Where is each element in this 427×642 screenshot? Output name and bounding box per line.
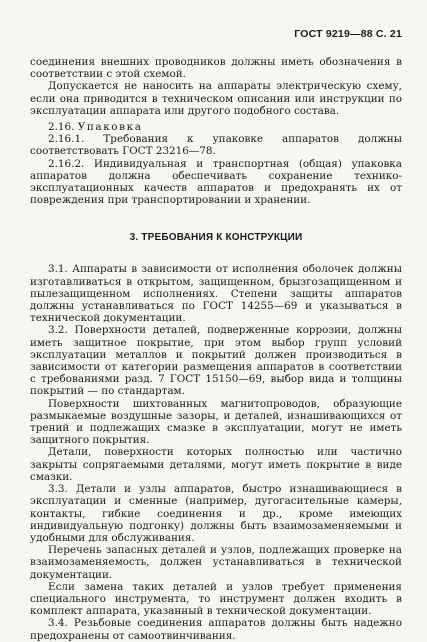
clause-3-4: 3.4. Резьбовые соединения аппаратов должны быть надежно предохранены от самоотвинчивания. xyxy=(30,617,402,642)
page-body xyxy=(30,56,402,642)
clause-2-16-2: 2.16.2. Индивидуальная и транспортная (общая) упаковка аппаратов должна обеспечивать сохранение технико-эксплуатационных качеств аппаратов и предохранять их от повреждения при транспортировании и хранении. xyxy=(30,157,402,207)
clause-3-3: 3.3. Детали и узлы аппаратов, быстро изнашивающиеся в эксплуатации и сменные (например, дугогасительные камеры, контакты, гибкие соединения и др., кроме имеющих индивидуальную подгонку) должны быть взаимозаменяемыми и удобными для обслуживания. xyxy=(30,483,402,544)
clause-2-16-1: 2.16.1. Требования к упаковке аппаратов должны соответствовать ГОСТ 23216—78. xyxy=(30,133,402,158)
packing-heading-word: Упаковка xyxy=(77,121,143,134)
packing-heading-number: 2.16. xyxy=(48,121,75,134)
paragraph-mated-parts: Детали, поверхности которых полностью или частично закрыты сопрягаемыми деталями, могут иметь покрытие в виде смазки. xyxy=(30,446,402,483)
clause-3-1: 3.1. Аппараты в зависимости от исполнения оболочек должны изготавливаться в открытом, защищенном, брызгозащищенном и пылезащищенном исполнениях. Степени защиты аппаратов должны устанавливаться по ГОСТ 14255—69 и указываться в технической документации. xyxy=(30,263,402,325)
paragraph-magnetic-cores: Поверхности шихтованных магнитопроводов, образующие размыкаемые воздушные зазоры, и деталей, изнашивающихся от трений и подлежащих смазке в эксплуатации, могут не иметь защитного покрытия. xyxy=(30,397,402,447)
paragraph-special-tool: Если замена таких деталей и узлов требует применения специального инструмента, то инструмент должен входить в комплект аппарата, указанный в технической документации. xyxy=(30,580,402,618)
section-3-title: 3. ТРЕБОВАНИЯ К КОНСТРУКЦИИ xyxy=(129,232,303,244)
paragraph-spare-parts: Перечень запасных деталей и узлов, подлежащих проверке на взаимозаменяемость, должен устанавливаться в технической документации. xyxy=(30,544,402,581)
packing-heading xyxy=(30,121,402,133)
paragraph-continuation: соединения внешних проводников должны иметь обозначения в соответствии с этой схемой. xyxy=(30,56,402,81)
paragraph-scheme-note: Допускается не наносить на аппараты электрическую схему, если она приводится в техническом описании или инструкции по эксплуатации аппарата или другого подобного состава. xyxy=(30,80,402,117)
page-header: ГОСТ 9219—88 С. 21 xyxy=(294,28,402,40)
clause-3-2: 3.2. Поверхности деталей, подверженные коррозии, должны иметь защитное покрытие, при этом выбор групп условий эксплуатации металлов и покрытий должен производиться в зависимости от категории размещения аппаратов в соответствии с требованиями разд. 7 ГОСТ 15150—69, выбор вида и толщины покрытий — по стандартам. xyxy=(30,324,402,398)
